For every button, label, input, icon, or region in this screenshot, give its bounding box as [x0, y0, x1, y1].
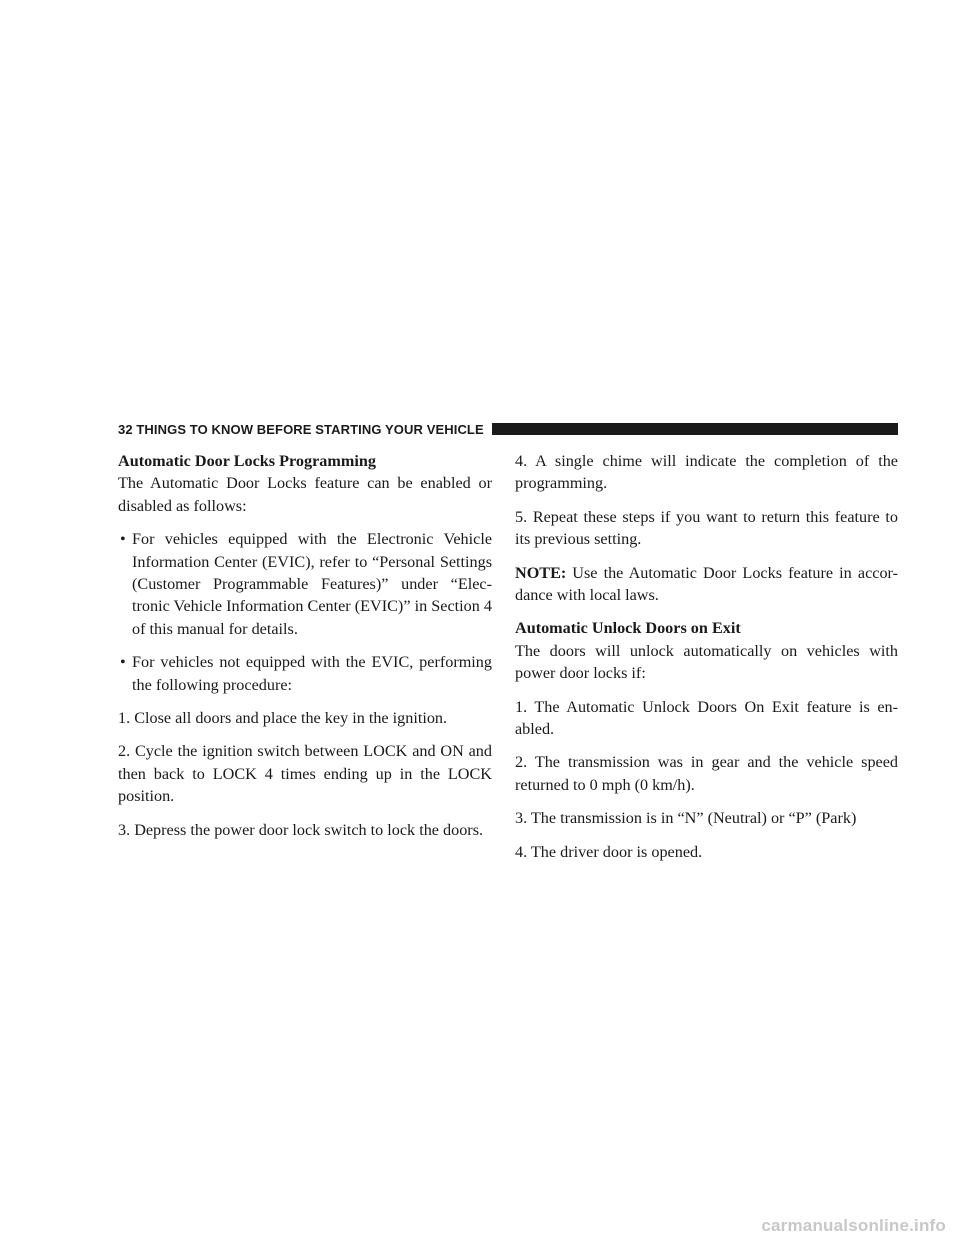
header-rule-bar	[492, 423, 898, 435]
condition-paragraph: 2. The transmission was in gear and the vehicle speed returned to 0 mph (0 km/h).	[515, 753, 898, 794]
page-header-text: 32 THINGS TO KNOW BEFORE STARTING YOUR VEHICLE	[118, 421, 484, 437]
intro-paragraph: The Automatic Door Locks feature can be enabled or disabled as follows:	[118, 474, 492, 515]
intro-paragraph: The doors will unlock automatically on vehicles with power door locks if:	[515, 641, 898, 683]
note-text: Use the Automatic Door Locks feature in accor- dance with local laws.	[515, 563, 898, 605]
step-paragraph: 1. Close all doors and place the key in the ignition.	[118, 709, 448, 728]
left-column	[118, 450, 492, 852]
bullet-icon: •	[120, 530, 126, 549]
bullet-item	[118, 528, 492, 640]
step-paragraph: 2. Cycle the ignition switch between LOCK and ON and then back to LOCK 4 times ending up in the LOCK position.	[118, 742, 492, 806]
site-watermark: carmanualsonline.info	[761, 1216, 946, 1235]
right-column	[515, 450, 898, 874]
bullet-icon: •	[120, 653, 126, 672]
section-heading-door-locks-programming: Automatic Door Locks Programming	[118, 452, 376, 470]
bullet-text: For vehicles equipped with the Electronic Vehicle Information Center (EVIC), refer to “Personal Settings (Customer Programmable Features)” under “Elec- tronic Vehicle Information Center (EVIC)” in Section 4 of this manual for details.	[132, 530, 492, 638]
page-header	[118, 420, 898, 438]
step-paragraph: 4. A single chime will indicate the completion of the programming.	[515, 452, 898, 493]
step-paragraph: 3. Depress the power door lock switch to lock the doors.	[118, 820, 484, 839]
note-paragraph	[515, 562, 898, 607]
section-heading-unlock-doors-on-exit: Automatic Unlock Doors on Exit	[515, 619, 741, 638]
note-label: NOTE:	[515, 563, 567, 582]
condition-paragraph: 3. The transmission is in “N” (Neutral) or “P” (Park)	[515, 809, 857, 828]
condition-paragraph: 4. The driver door is opened.	[515, 842, 703, 861]
condition-paragraph: 1. The Automatic Unlock Doors On Exit feature is en- abled.	[515, 697, 898, 739]
step-paragraph: 5. Repeat these steps if you want to return this feature to its previous setting.	[515, 507, 898, 549]
bullet-item	[118, 651, 492, 696]
bullet-text: For vehicles not equipped with the EVIC, performing the following procedure:	[132, 653, 492, 694]
